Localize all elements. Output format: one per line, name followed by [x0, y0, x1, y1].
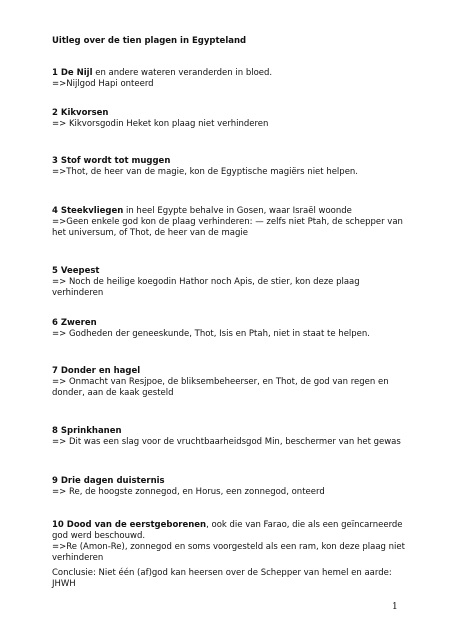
plague-name: 7 Donder en hagel	[52, 366, 141, 376]
plague-name: 5 Veepest	[52, 266, 100, 276]
plague-explanation: => Noch de heilige koegodin Hathor noch Apis, de stier, kon deze plaag verhinderen	[52, 277, 360, 298]
plague-8	[52, 426, 412, 448]
plague-7	[52, 366, 412, 399]
plague-name: 9 Drie dagen duisternis	[52, 476, 165, 486]
plague-name: 4 Steekvliegen	[52, 206, 124, 216]
document-title: Uitleg over de tien plagen in Egypteland	[52, 36, 247, 46]
plague-10	[52, 520, 412, 564]
plague-explanation: => Re, de hoogste zonnegod, en Horus, een zonnegod, onteerd	[52, 487, 325, 497]
plague-5	[52, 266, 412, 299]
plague-explanation: => Dit was een slag voor de vruchtbaarheidsgod Min, beschermer van het gewas	[52, 437, 401, 447]
plague-explanation: => Kikvorsgodin Heket kon plaag niet verhinderen	[52, 119, 269, 129]
conclusion: Conclusie: Niet één (af)god kan heersen over de Schepper van hemel en aarde: JHWH	[52, 568, 392, 589]
plague-explanation: =>Geen enkele god kon de plaag verhinderen: — zelfs niet Ptah, de schepper van het universum, of Thot, de heer van de magie	[52, 217, 403, 238]
plague-explanation: =>Thot, de heer van de magie, kon de Egyptische magiërs niet helpen.	[52, 167, 359, 177]
plague-9	[52, 476, 412, 498]
plague-4	[52, 206, 412, 239]
plague-explanation: => Godheden der geneeskunde, Thot, Isis en Ptah, niet in staat te helpen.	[52, 329, 370, 339]
plague-name: 6 Zweren	[52, 318, 97, 328]
plague-name: 3 Stof wordt tot muggen	[52, 156, 171, 166]
plague-name: 8 Sprinkhanen	[52, 426, 122, 436]
plague-3	[52, 156, 412, 178]
plague-description: in heel Egypte behalve in Gosen, waar Israël woonde	[123, 206, 352, 216]
page-number: 1	[392, 602, 398, 612]
plague-explanation: => Onmacht van Resjpoe, de bliksembeheerser, en Thot, de god van regen en donder, aan de kaak gesteld	[52, 377, 389, 398]
plague-2	[52, 108, 412, 130]
plague-name: 2 Kikvorsen	[52, 108, 109, 118]
plague-name: 1 De Nijl	[52, 68, 93, 78]
plague-name: 10 Dood van de eerstgeborenen	[52, 520, 207, 530]
plague-explanation: =>Nijlgod Hapi onteerd	[52, 79, 154, 89]
plague-6	[52, 318, 412, 340]
plague-description: en andere wateren veranderden in bloed.	[92, 68, 273, 78]
plague-explanation: =>Re (Amon-Re), zonnegod en soms voorgesteld als een ram, kon deze plaag niet verhinderen	[52, 542, 405, 563]
plague-description: , ook die van Farao, die als een geïncarneerde god werd beschouwd.	[52, 520, 403, 541]
plague-1	[52, 68, 412, 90]
